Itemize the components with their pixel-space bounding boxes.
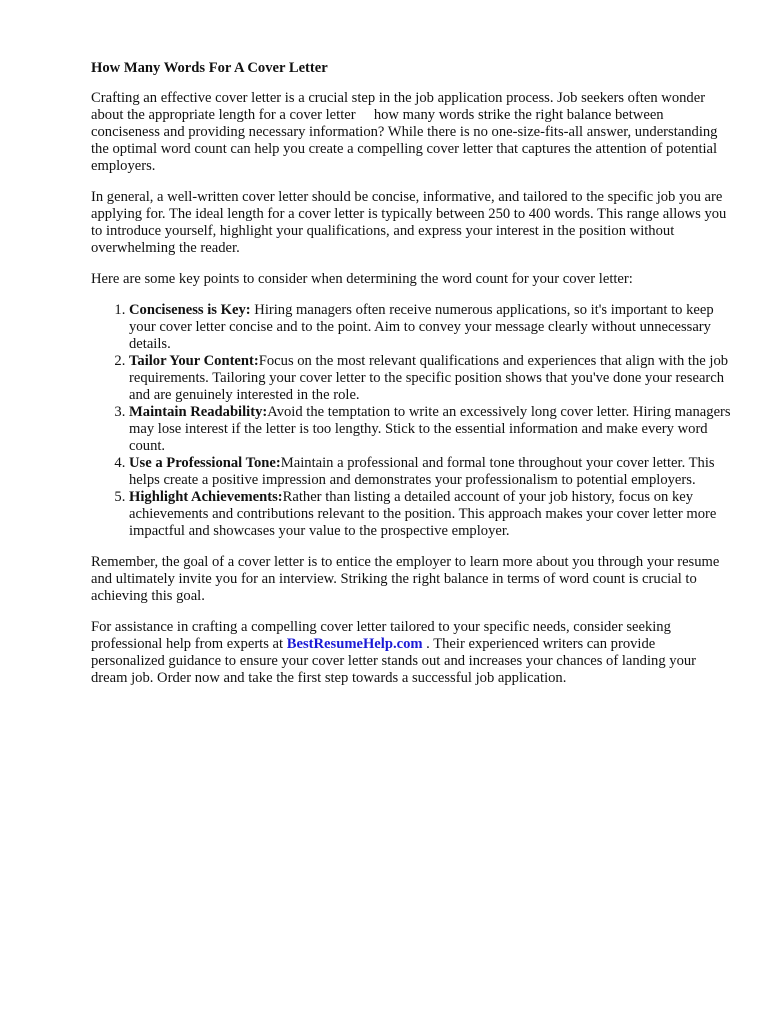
cta-text-before: For assistance in crafting a compelling cover letter tailored to your specific needs, consider seeking professional help from experts at <box>91 619 671 652</box>
key-point-text: Rather than listing a detailed account of your job history, focus on key achievements and contributions relevant to the position. This approach makes your cover letter more impactful and showcases your value to the prospective employer. <box>129 489 717 539</box>
key-point-text: Maintain a professional and formal tone throughout your cover letter. This helps create a positive impression and demonstrates your professionalism to potential employers. <box>129 455 715 488</box>
list-item <box>129 302 731 353</box>
closing-paragraph: Remember, the goal of a cover letter is to entice the employer to learn more about you through your resume and ultimately invite you for an interview. Striking the right balance in terms of word count is crucial to achieving this goal. <box>91 554 720 604</box>
list-item <box>129 353 731 404</box>
bestresumehelp-link[interactable]: BestResumeHelp.com <box>286 636 423 652</box>
cta-paragraph <box>91 619 731 687</box>
key-point-term: Use a Professional Tone: <box>129 455 281 471</box>
key-points-intro: Here are some key points to consider when determining the word count for your cover letter: <box>91 271 633 287</box>
document-title: How Many Words For A Cover Letter <box>91 60 328 76</box>
key-points-list <box>91 302 731 540</box>
key-point-text: Hiring managers often receive numerous applications, so it's important to keep your cover letter concise and to the point. Aim to convey your message clearly without unnecessary details. <box>129 302 714 352</box>
document-page <box>91 60 731 701</box>
key-point-term: Tailor Your Content: <box>129 353 259 369</box>
key-point-text: Focus on the most relevant qualifications and experiences that align with the job requirements. Tailoring your cover letter to the specific position shows that you've done your research and are genuinely interested in the role. <box>129 353 729 403</box>
cta-text-after: . Their experienced writers can provide personalized guidance to ensure your cover letter stands out and increases your chances of landing your dream job. Order now and take the first step towards a successful job application. <box>91 636 697 686</box>
length-paragraph: In general, a well-written cover letter should be concise, informative, and tailored to the specific job you are applying for. The ideal length for a cover letter is typically between 250 to 400 words. This range allows you to introduce yourself, highlight your qualifications, and express your interest in the position without overwhelming the reader. <box>91 189 727 256</box>
list-item <box>129 404 731 455</box>
key-point-term: Highlight Achievements: <box>129 489 283 505</box>
intro-paragraph: Crafting an effective cover letter is a crucial step in the job application process. Job seekers often wonder about the appropriate length for a cover letter how many words strike the right balance between conciseness and providing necessary information? While there is no one-size-fits-all answer, understanding the optimal word count can help you create a compelling cover letter that captures the attention of potential employers. <box>91 90 718 174</box>
list-item <box>129 489 731 540</box>
key-point-term: Conciseness is Key: <box>129 302 251 318</box>
key-point-text: Avoid the temptation to write an excessively long cover letter. Hiring managers may lose interest if the letter is too lengthy. Stick to the essential information and make every word count. <box>129 404 731 454</box>
list-item <box>129 455 731 489</box>
key-point-term: Maintain Readability: <box>129 404 268 420</box>
